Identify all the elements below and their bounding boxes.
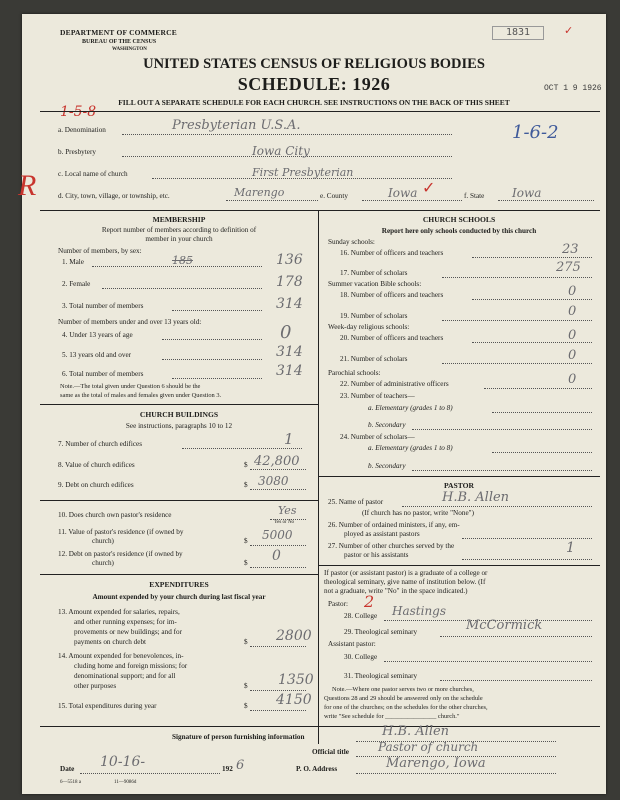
year-digit: 6 — [236, 758, 245, 773]
age-label: Number of members under and over 13 years old: — [58, 318, 202, 326]
signature-label: Signature of person furnishing information — [172, 733, 305, 741]
q15-value: 4150 — [276, 692, 312, 708]
total-6-value: 314 — [276, 363, 303, 379]
q21-label: 21. Number of scholars — [340, 355, 408, 363]
q23-label: 23. Number of teachers— — [340, 392, 415, 400]
schools-heading: CHURCH SCHOOLS — [422, 215, 496, 224]
membership-heading: MEMBERSHIP — [152, 215, 206, 224]
female-label: 2. Female — [62, 280, 91, 288]
edifices-label: 7. Number of church edifices — [58, 440, 143, 448]
q18-value: 0 — [568, 284, 577, 299]
q14-value: 1350 — [278, 672, 314, 688]
bureau-name: BUREAU OF THE CENSUS — [82, 39, 157, 45]
serial-number: 1831 — [505, 27, 531, 38]
q19-value: 0 — [568, 304, 577, 319]
residence-owned-value: Yes — [278, 504, 297, 517]
residence-value-value: 5000 — [262, 528, 293, 542]
q25-value: H.B. Allen — [442, 490, 510, 505]
q26-label-1: 26. Number of ordained ministers, if any, em- — [328, 521, 460, 529]
q26-label-2: ployed as assistant pastors — [344, 530, 420, 538]
q28-label: 28. College — [344, 612, 378, 620]
denomination-value: Presbyterian U.S.A. — [172, 118, 301, 133]
margin-mark: R — [18, 169, 37, 202]
grad-text-2: theological seminary, give name of institution below. (If — [324, 578, 486, 586]
year-prefix: 192 — [222, 765, 233, 773]
residence-owned-hint: Yes or No — [274, 520, 295, 525]
q28-value: Hastings — [392, 604, 447, 618]
expenditures-intro: Amount expended by your church during last fiscal year — [92, 593, 266, 601]
grad-text-1: If pastor (or assistant pastor) is a graduate of a college or — [324, 569, 488, 577]
membership-intro-2: member in your church — [145, 235, 213, 243]
q24a-label: a. Elementary (grades 1 to 8) — [368, 444, 453, 452]
over-13-value: 314 — [276, 344, 303, 360]
presbytery-label: b. Presbytery — [58, 148, 96, 156]
date-value: 10-16- — [100, 754, 146, 770]
membership-intro-1: Report number of members according to definition of — [101, 226, 257, 234]
membership-note-2: same as the total of males and females given under Question 3. — [60, 392, 222, 399]
q14-label-4: other purposes — [74, 682, 117, 690]
presbytery-value: Iowa City — [252, 144, 310, 158]
q13-label-1: 13. Amount expended for salaries, repairs, — [58, 608, 180, 616]
q24b-label: b. Secondary — [368, 462, 406, 470]
membership-note-1: Note.—The total given under Question 6 should be the — [60, 383, 201, 390]
print-code: 11—9086d — [114, 780, 137, 785]
bureau-city: WASHINGTON — [112, 47, 147, 52]
q29-value: McCormick — [466, 618, 543, 633]
pastor-note-3: for one of the churches; on the schedules for the other churches, — [324, 704, 488, 711]
state-label: f. State — [464, 192, 485, 200]
male-struck-value: 185 — [172, 254, 193, 267]
received-date-stamp: OCT 1 9 1926 — [544, 84, 602, 93]
pastor-note-4: write "See schedule for ________________ church." — [324, 713, 460, 720]
pastor-subheading: Pastor: — [328, 600, 348, 608]
q16-label: 16. Number of officers and teachers — [340, 249, 444, 257]
parochial-schools-label: Parochial schools: — [328, 369, 381, 377]
q13-value: 2800 — [276, 628, 312, 644]
q22-label: 22. Number of administrative officers — [340, 380, 449, 388]
residence-debt-value: 0 — [272, 548, 281, 564]
form-title: UNITED STATES CENSUS OF RELIGIOUS BODIES — [143, 56, 485, 72]
check-mark-icon: ✓ — [422, 180, 436, 197]
q19-label: 19. Number of scholars — [340, 312, 408, 320]
official-title-value: Pastor of church — [378, 740, 479, 754]
total-members-value: 314 — [276, 296, 303, 312]
form-number: 6—5518 a — [60, 780, 81, 785]
q27-label-2: pastor or his assistants — [344, 551, 409, 559]
q27-value: 1 — [566, 540, 575, 556]
grad-text-3: not a graduate, write "No" in the space indicated.) — [324, 587, 468, 595]
total-6-label: 6. Total number of members — [62, 370, 144, 378]
q23a-label: a. Elementary (grades 1 to 8) — [368, 404, 453, 412]
female-value: 178 — [276, 274, 303, 290]
q30-label: 30. College — [344, 653, 378, 661]
edifices-value: 1 — [284, 430, 294, 448]
q21-value: 0 — [568, 348, 577, 363]
q31-label: 31. Theological seminary — [344, 672, 418, 680]
city-value: Marengo — [234, 186, 285, 199]
denomination-label: a. Denomination — [58, 126, 106, 134]
census-schedule-sheet: DEPARTMENT OF COMMERCE BUREAU OF THE CENSUS WASHINGTON 1831 ✓ UNITED STATES CENSUS OF RELIGIOUS BODIES SCHEDULE: 1926 OCT 1 9 1926 1-5-8 FILL OUT A SEPARATE SCHEDULE FOR EACH CHURCH. SEE INSTRUCTIONS ON THE BACK OF THIS SHEET a. Denomination Presbyterian U.S.A. 1-6-2 R b. Presbytery Iowa City c. Local name of church First Presbyterian d. City, town, village, or township, etc. Marengo e. County Iowa ✓ f. State Iowa MEMBERSHIP Report number of members according to definition of member in your church Number of members, by sex: 1. Male 185 136 2. Female 178 3. Total number of members 314 Number of members under and over 13 years old: 4. Under 13 years of age 0 5. 13 years old and over 314 6. Total number of members 314 Note.—The total given under Question 6 should be the same as the total of males and females given under Question 3. CHURCH BUILDINGS See instructions, paragraphs 10 to 12 7. Number of church edifices 1 8. Value of church edifices $ 42,800 9. Debt on church edifices $ 3080 10. Does church own pastor's residence Yes Yes or No 11. Value of pastor's residence (if owned by church) $ 5000 12. Debt on pastor's residence (if owned by church) $ 0 EXPENDITURES Amount expended by your church during last fiscal year 13. Amount expended for salaries, repairs, and other running expenses; for im- provements or new buildings; and for payments on church debt $ 2800 14. Amount expended for benevolences, in- cluding home and foreign missions; for denominational support; and for all other purposes $ 1350 15. Total expenditures during year $ 4150 CHURCH SCHOOLS Report here only schools conducted by this church Sunday schools: 16. Number of officers and teachers 23 17. Number of scholars 275 Summer vacation Bible schools: 18. Number of officers and teachers 0 19. Number of scholars 0 Week-day religious schools: 20. Number of officers and teachers 0 21. Number of scholars 0 Parochial schools: 22. Number of administrative officers 0 23. Number of teachers— a. Elementary (grades 1 to 8) b. Secondary 24. Number of scholars— a. Elementary (grades 1 to 8) b. Secondary PASTOR 25. Name of pastor H.B. Allen (If church has no pastor, write "None") 26. Number of ordained ministers, if any, em- ployed as assistant pastors 27. Number of other churches served by the pastor or his assistants 1 If pastor (or assistant pastor) is a graduate of a college or theological seminary, give name of institution below. (If not a graduate, write "No" in the space indicated.) Pastor: 2 28. College Hastings 29. Theological seminary McCormick Assistant pastor: 30. College 31. Theological seminary Note.—Where one pastor serves two or more churches, Questions 28 and 29 should be answered only on the schedule for one of the churches; on the schedules for the other churches, write "See schedule for ________________ church." Signature of person furnishing information H.B. Allen Official title Pastor of church Date 10-16- 192 6 P. O. Address Marengo, Iowa 6—5518 a 11—9086d — [22, 14, 606, 794]
weekday-schools-label: Week-day religious schools: — [328, 323, 410, 331]
edifice-value-value: 42,800 — [254, 454, 300, 469]
summer-schools-label: Summer vacation Bible schools: — [328, 280, 422, 288]
city-label: d. City, town, village, or township, etc. — [58, 192, 170, 200]
total-members-label: 3. Total number of members — [62, 302, 144, 310]
county-value: Iowa — [388, 186, 418, 200]
church-name-label: c. Local name of church — [58, 170, 128, 178]
department-name: DEPARTMENT OF COMMERCE — [60, 28, 177, 37]
pencil-note: 1-5-8 — [60, 104, 97, 120]
over-13-label: 5. 13 years old and over — [62, 351, 132, 359]
residence-value-label-1: 11. Value of pastor's residence (if owned by — [58, 528, 184, 536]
residence-debt-label-1: 12. Debt on pastor's residence (if owned by — [58, 550, 183, 558]
male-value: 136 — [276, 252, 303, 268]
edifice-debt-label: 9. Debt on church edifices — [58, 481, 134, 489]
buildings-heading: CHURCH BUILDINGS — [139, 410, 219, 419]
q23b-label: b. Secondary — [368, 421, 406, 429]
q14-label-2: cluding home and foreign missions; for — [74, 662, 188, 670]
residence-value-label-2: church) — [92, 537, 114, 545]
q17-label: 17. Number of scholars — [340, 269, 408, 277]
q17-value: 275 — [556, 260, 581, 275]
divider — [40, 111, 600, 112]
q22-value: 0 — [568, 372, 577, 387]
edifice-value-label: 8. Value of church edifices — [58, 461, 135, 469]
q14-label-3: denominational support; and for all — [74, 672, 176, 680]
pastor-note-1: Note.—Where one pastor serves two or more churches, — [332, 686, 474, 693]
residence-debt-label-2: church) — [92, 559, 114, 567]
q14-label-1: 14. Amount expended for benevolences, in- — [58, 652, 184, 660]
q24-label: 24. Number of scholars— — [340, 433, 415, 441]
q16-value: 23 — [562, 242, 579, 257]
under-13-label: 4. Under 13 years of age — [62, 331, 133, 339]
q18-label: 18. Number of officers and teachers — [340, 291, 444, 299]
check-mark-icon: ✓ — [564, 25, 574, 37]
schools-intro: Report here only schools conducted by this church — [381, 227, 537, 235]
official-title-label: Official title — [312, 748, 349, 756]
pastor-note-2: Questions 28 and 29 should be answered only on the schedule — [324, 695, 483, 702]
pastor-mark: 2 — [364, 592, 375, 611]
sunday-schools-label: Sunday schools: — [328, 238, 375, 246]
po-address-label: P. O. Address — [296, 765, 338, 773]
q13-label-2: and other running expenses; for im- — [74, 618, 177, 626]
expenditures-heading: EXPENDITURES — [149, 580, 209, 589]
po-address-value: Marengo, Iowa — [386, 756, 486, 771]
form-instruction: FILL OUT A SEPARATE SCHEDULE FOR EACH CHURCH. SEE INSTRUCTIONS ON THE BACK OF THIS SHEET — [118, 98, 510, 107]
residence-owned-label: 10. Does church own pastor's residence — [58, 511, 172, 519]
q20-value: 0 — [568, 328, 577, 343]
county-label: e. County — [320, 192, 348, 200]
under-13-value: 0 — [280, 322, 292, 343]
by-sex-label: Number of members, by sex: — [58, 247, 142, 255]
pastor-heading: PASTOR — [443, 481, 475, 490]
date-label: Date — [60, 765, 75, 773]
q20-label: 20. Number of officers and teachers — [340, 334, 444, 342]
q29-label: 29. Theological seminary — [344, 628, 418, 636]
q13-label-3: provements or new buildings; and for — [74, 628, 182, 636]
q15-label: 15. Total expenditures during year — [58, 702, 157, 710]
q13-label-4: payments on church debt — [74, 638, 147, 646]
q25-label: 25. Name of pastor — [328, 498, 384, 506]
column-divider — [318, 210, 319, 744]
q25-hint: (If church has no pastor, write "None") — [362, 509, 474, 517]
edifice-debt-value: 3080 — [258, 474, 289, 488]
church-name-value: First Presbyterian — [252, 166, 354, 179]
state-value: Iowa — [512, 186, 542, 200]
q27-label-1: 27. Number of other churches served by the — [328, 542, 455, 550]
assistant-subheading: Assistant pastor: — [328, 640, 376, 648]
buildings-intro: See instructions, paragraphs 10 to 12 — [125, 422, 233, 430]
male-label: 1. Male — [62, 258, 84, 266]
schedule-title: SCHEDULE: 1926 — [237, 74, 391, 94]
signature-value: H.B. Allen — [382, 724, 450, 739]
denomination-code: 1-6-2 — [512, 122, 559, 143]
